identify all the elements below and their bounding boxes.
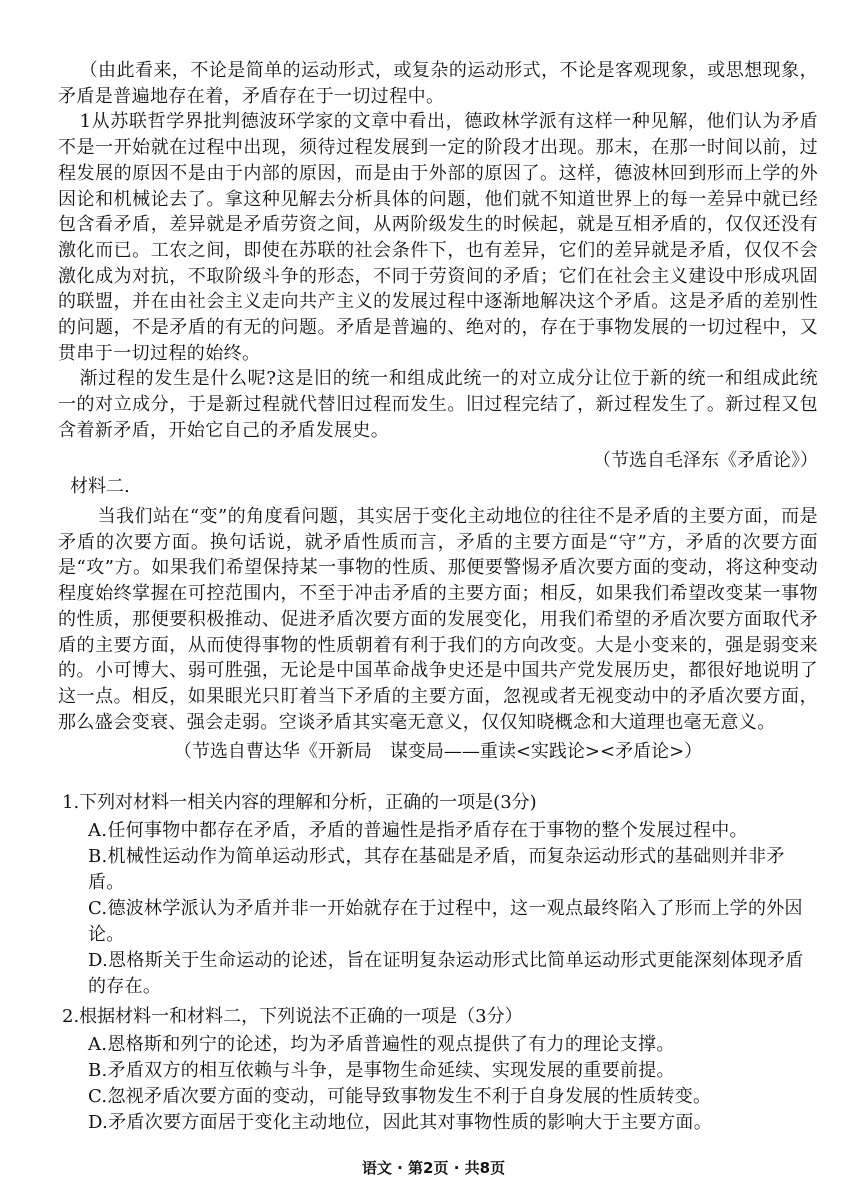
option-b: B.矛盾双方的相互依赖与斗争，是事物生命延续、实现发展的重要前提。 <box>88 1060 675 1081</box>
option-c: C.忽视矛盾次要方面的变动，可能导致事物发生不利于自身发展的性质转变。 <box>88 1086 712 1107</box>
material-one-source: （节选自毛泽东《矛盾论》） <box>593 449 818 471</box>
page-footer: 语文 · 第2页 · 共8页 <box>361 1159 506 1177</box>
option-c: C.德波林学派认为矛盾并非一开始就存在于过程中，这一观点最终陷入了形而上学的外因论。 <box>88 898 803 945</box>
material-one-paragraph-2: 1从苏联哲学界批判德波环学家的文章中看出，德政林学派有这样一种见解，他们认为矛盾不是一开始就在过程中出现，须待过程发展到一定的阶段才出现。那末，在那一时间以前，过程发展的原因不是由于内部的原因，而是由于外部的原因了。这样，德波林回到形而上学的外因论和机械论去了。拿这种见解去分析具体的问题，他们就不知道世界上的每一差异中就已经包含看矛盾，差异就是矛盾劳资之间，从两阶级发生的时候起，就是互相矛盾的，仅仅还没有激化而已。工农之间，即使在苏联的社会条件下，也有差异，它们的差异就是矛盾，仅仅不会激化成为对抗，不取阶级斗争的形态，不同于劳资间的矛盾；它们在社会主义建设中形成巩固的联盟，并在由社会主义走向共产主义的发展过程中逐渐地解决这个矛盾。这是矛盾的差别性的问题，不是矛盾的有无的问题。矛盾是普遍的、绝对的，存在于事物发展的一切过程中，又贯串于一切过程的始终。 <box>58 111 818 364</box>
material-two <box>58 474 818 765</box>
material-one <box>58 58 818 474</box>
option-b: B.机械性运动作为简单运动形式，其存在基础是矛盾，而复杂运动形式的基础则并非矛盾。 <box>88 846 785 893</box>
option-d: D.矛盾次要方面居于变化主动地位，因此其对事物性质的影响大于主要方面。 <box>88 1112 713 1133</box>
question-section <box>62 790 818 1136</box>
question-stem: 1.下列对材料一相关内容的理解和分析，正确的一项是(3分) <box>62 792 537 813</box>
material-two-paragraph: 当我们站在“变”的角度看问题，其实居于变化主动地位的往往不是矛盾的主要方面，而是矛盾的次要方面。换句话说，就矛盾性质而言，矛盾的主要方面是“守”方，矛盾的次要方面是“攻”方。如果我们希望保持某一事物的性质、那便要警惕矛盾次要方面的变动，将这种变动程度始终掌握在可控范围内，不至于冲击矛盾的主要方面；相反，如果我们希望改变某一事物的性质，那便要积极推动、促进矛盾次要方面的发展变化，用我们希望的矛盾次要方面取代矛盾的主要方面，从而使得事物的性质朝着有利于我们的方向改变。大是小变来的，强是弱变来的。小可博大、弱可胜强，无论是中国革命战争史还是中国共产党发展历史，都很好地说明了这一点。相反，如果眼光只盯着当下矛盾的主要方面，忽视或者无视变动中的矛盾次要方面，那么盛会变衰、强会走弱。空谈矛盾其实毫无意义，仅仅知晓概念和大道理也毫无意义。 <box>58 506 818 733</box>
option-d: D.恩格斯关于生命运动的论述，旨在证明复杂运动形式比简单运动形式更能深刻体现矛盾的存在。 <box>88 950 804 997</box>
material-one-paragraph-1: （由此看来，不论是简单的运动形式，或复杂的运动形式，不论是客观现象，或思想现象，矛盾是普遍地存在着，矛盾存在于一切过程中。 <box>58 60 818 107</box>
option-a: A.恩格斯和列宁的论述，均为矛盾普遍性的观点提供了有力的理论支撑。 <box>88 1034 675 1055</box>
question-stem: 2.根据材料一和材料二，下列说法不正确的一项是（3分） <box>62 1006 523 1027</box>
material-two-source: （节选自曹达华《开新局 谋变局——重读<实践论><矛盾论>） <box>173 741 703 763</box>
question-2 <box>62 1004 818 1136</box>
option-a: A.任何事物中都存在矛盾，矛盾的普遍性是指矛盾存在于事物的整个发展过程中。 <box>88 820 748 841</box>
material-two-heading: 材料二. <box>70 476 130 497</box>
question-1 <box>62 790 818 1000</box>
material-one-paragraph-3: 渐过程的发生是什么呢?这是旧的统一和组成此统一的对立成分让位于新的统一和组成此统一的对立成分，于是新过程就代替旧过程而发生。旧过程完结了，新过程发生了。新过程又包含着新矛盾，开始它自己的矛盾发展史。 <box>58 368 818 441</box>
